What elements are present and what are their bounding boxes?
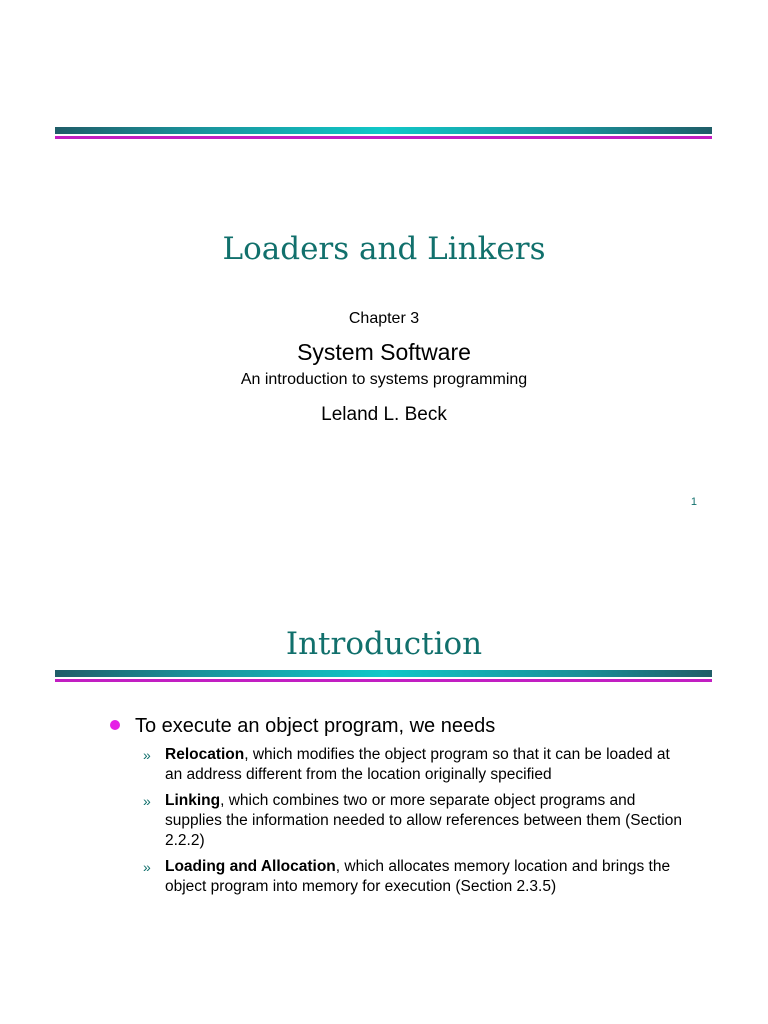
chevron-double-right-icon: » xyxy=(143,859,151,875)
chevron-double-right-icon: » xyxy=(143,793,151,809)
book-title: System Software xyxy=(297,339,471,365)
bullet-dot-icon xyxy=(110,720,120,730)
section-rule xyxy=(55,670,712,682)
page-number: 1 xyxy=(690,496,697,508)
main-bullet xyxy=(110,713,495,739)
section-title: Introduction xyxy=(285,626,483,662)
chevron-double-right-icon: » xyxy=(143,747,151,763)
list-item xyxy=(143,745,683,785)
item-term: Relocation xyxy=(165,746,245,763)
slide-title: Loaders and Linkers xyxy=(222,231,546,267)
rule-thin-bar xyxy=(55,679,712,682)
list-item xyxy=(143,857,683,897)
rule-thick-bar xyxy=(55,670,712,677)
item-term: Loading and Allocation xyxy=(165,858,336,875)
sub-bullet-list xyxy=(143,745,683,903)
author: Leland L. Beck xyxy=(321,404,447,425)
item-text: , which combines two or more separate object programs and supplies the information needed to allow references between them (Section 2.2.2) xyxy=(165,792,682,849)
chapter-label: Chapter 3 xyxy=(348,310,420,327)
item-text: , which modifies the object program so that it can be loaded at an address different from the location originally specified xyxy=(165,746,670,783)
main-bullet-text: To execute an object program, we needs xyxy=(135,715,496,737)
item-text: , which allocates memory location and brings the object program into memory for execution (Section 2.3.5) xyxy=(165,858,671,895)
header-rule xyxy=(55,127,712,139)
item-term: Linking xyxy=(165,792,221,809)
rule-thin-bar xyxy=(55,136,712,139)
rule-thick-bar xyxy=(55,127,712,134)
book-subtitle: An introduction to systems programming xyxy=(240,371,528,388)
list-item xyxy=(143,791,683,851)
